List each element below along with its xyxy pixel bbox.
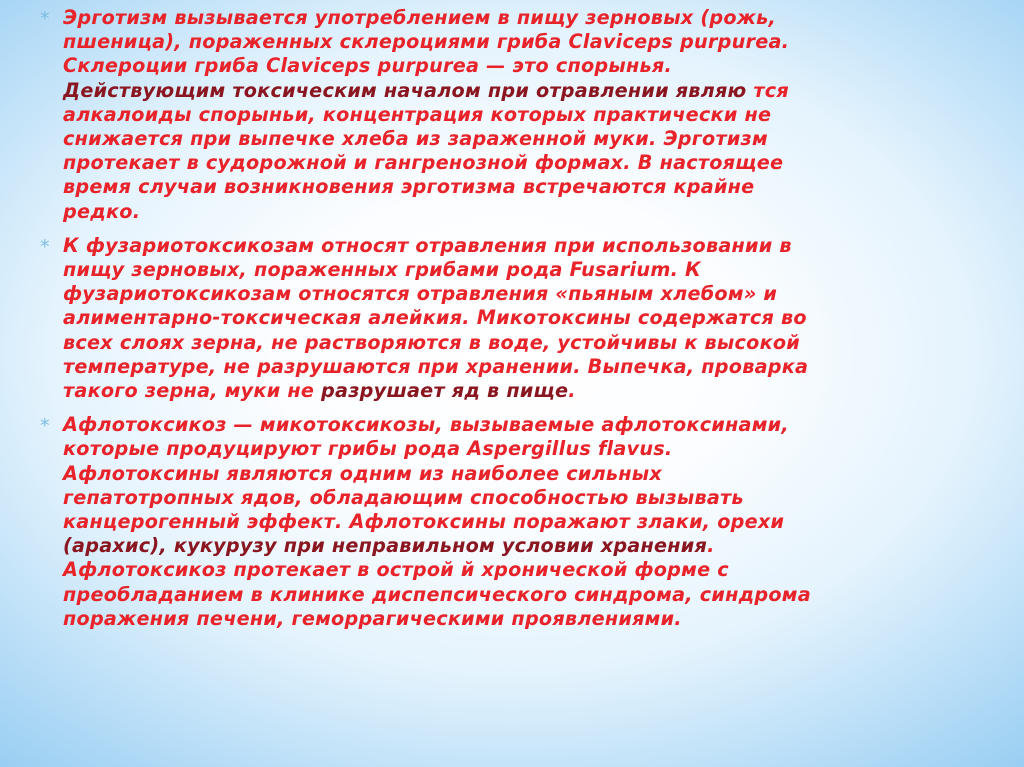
text-segment: . <box>568 379 576 403</box>
asterisk-bullet-icon: * <box>40 8 50 30</box>
text-segment: К фузариотоксикозам относят отравления при использовании в пищу зерновых, пораженных грибами рода Fusarium. К фузариотоксикозам относятся отравления «пьяным хлебом» и алиментарно-токсическая алейкия. Микотоксины содержатся во всех слоях зерна, не растворяются в воде, устойчивы к высокой температуре, не разрушаются при хранении. Выпечка, проварка такого зерна, муки не <box>63 233 809 403</box>
bullet-text <box>63 6 830 224</box>
text-segment: тся алкалоиды спорыньи, концентрация которых практически не снижается при выпечке хлеба из зараженной муки. Эрготизм протекает в судорожной и гангренозной формах. В настоящее время случаи возникновения эрготизма встречаются крайне редко. <box>63 78 789 223</box>
asterisk-bullet-icon: * <box>40 235 50 258</box>
text-segment: Афлотоксикоз — микотоксикозы, вызываемые афлотоксинами, которые продуцируют грибы рода Aspergillus flavus. Афлотоксины являются одним из наиболее сильных гепатотропных ядов, обладающим способностью вызывать канцерогенный эффект. Афлотоксины поражают злаки, орехи <box>63 413 789 534</box>
text-segment: . Афлотоксикоз протекает в острой й хронической форме с преобладанием в клинике диспепсического синдрома, синдрома поражения печени, геморрагическими проявлениями. <box>63 534 811 630</box>
emphasis-text: разрушает яд в пище <box>321 379 569 403</box>
bullet-list <box>40 6 830 641</box>
bullet-item-fusariotoxicosis <box>40 234 830 403</box>
text-segment: Эрготизм вызывается употреблением в пищу зерновых (рожь, пшеница), пораженных склероциями гриба Claviceps purpurea. Склероции гриба Claviceps purpurea — это спорынья. <box>63 6 790 78</box>
emphasis-text: Действующим токсическим началом при отравлении являю <box>63 78 747 102</box>
bullet-text <box>63 234 830 403</box>
bullet-item-ergotism <box>40 6 830 224</box>
bullet-text <box>63 413 830 631</box>
asterisk-bullet-icon: * <box>40 415 50 438</box>
emphasis-text: (арахис), кукурузу при неправильном условии хранения <box>63 534 708 558</box>
bullet-item-aflatoxicosis <box>40 413 830 631</box>
